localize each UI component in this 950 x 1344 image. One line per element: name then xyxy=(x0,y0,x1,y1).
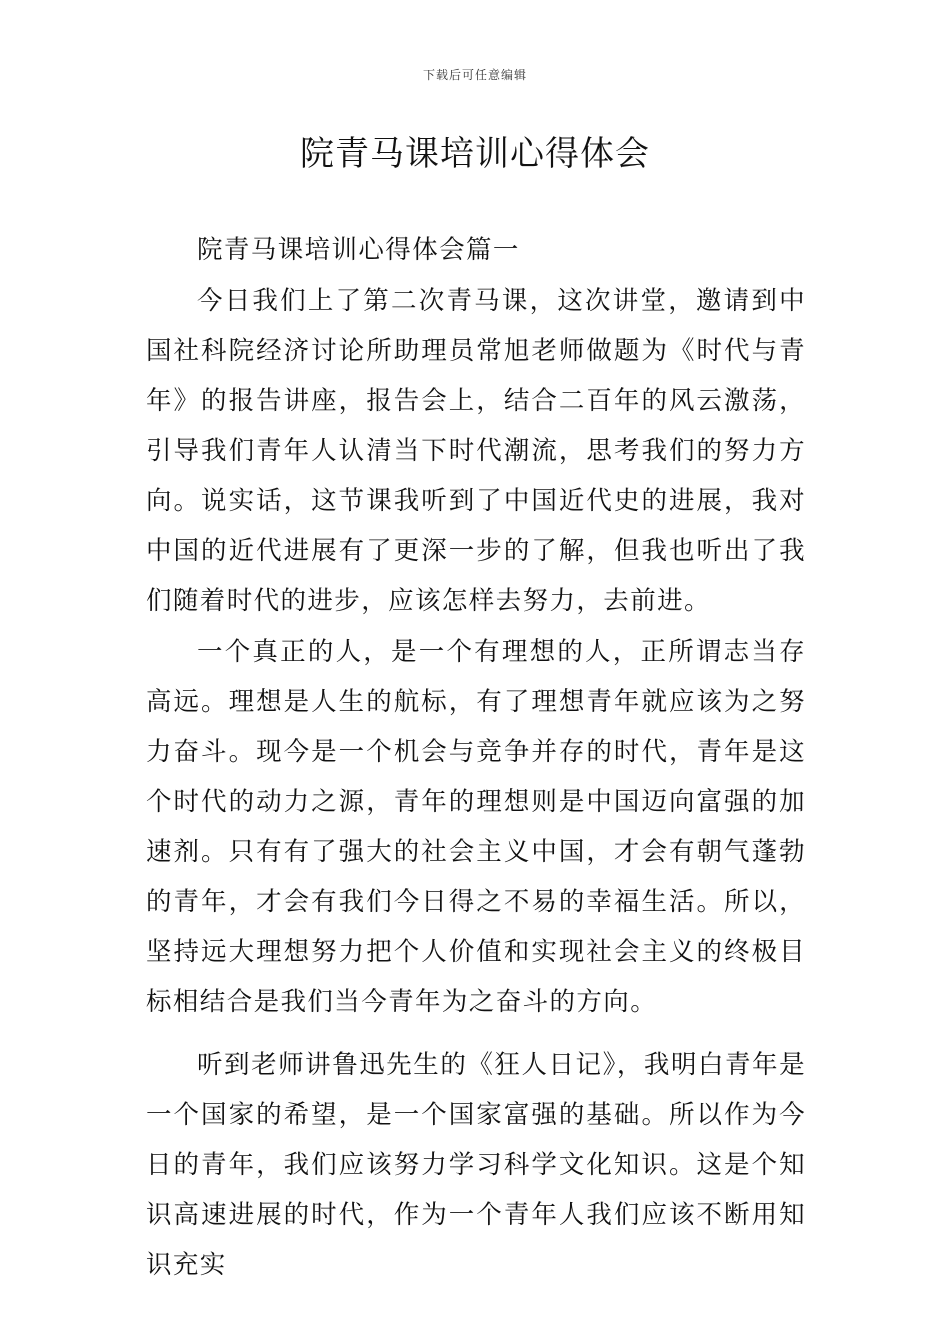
header-note: 下载后可任意编辑 xyxy=(422,68,527,82)
section-heading: 院青马课培训心得体会篇一 xyxy=(197,235,520,265)
paragraph-3: 听到老师讲鲁迅先生的《狂人日记》，我明白青年是一个国家的希望，是一个国家富强的基础。所以作为今日的青年，我们应该努力学习科学文化知识。这是个知识高速进展的时代，作为一个青年人我们应该不断用知识充实 xyxy=(146,1050,806,1280)
document-title: 院青马课培训心得体会 xyxy=(300,134,650,174)
paragraph-1: 今日我们上了第二次青马课，这次讲堂，邀请到中国社科院经济讨论所助理员常旭老师做题为《时代与青年》的报告讲座，报告会上，结合二百年的风云激荡，引导我们青年人认清当下时代潮流，思考我们的努力方向。说实话，这节课我听到了中国近代史的进展，我对中国的近代进展有了更深一步的了解，但我也听出了我们随着时代的进步，应该怎样去努力，去前进。 xyxy=(146,286,806,616)
document-body xyxy=(146,225,806,1291)
paragraph-2: 一个真正的人，是一个有理想的人，正所谓志当存高远。理想是人生的航标，有了理想青年就应该为之努力奋斗。现今是一个机会与竞争并存的时代，青年是这个时代的动力之源，青年的理想则是中国迈向富强的加速剂。只有有了强大的社会主义中国，才会有朝气蓬勃的青年，才会有我们今日得之不易的幸福生活。所以，坚持远大理想努力把个人价值和实现社会主义的终极目标相结合是我们当今青年为之奋斗的方向。 xyxy=(146,637,806,1017)
